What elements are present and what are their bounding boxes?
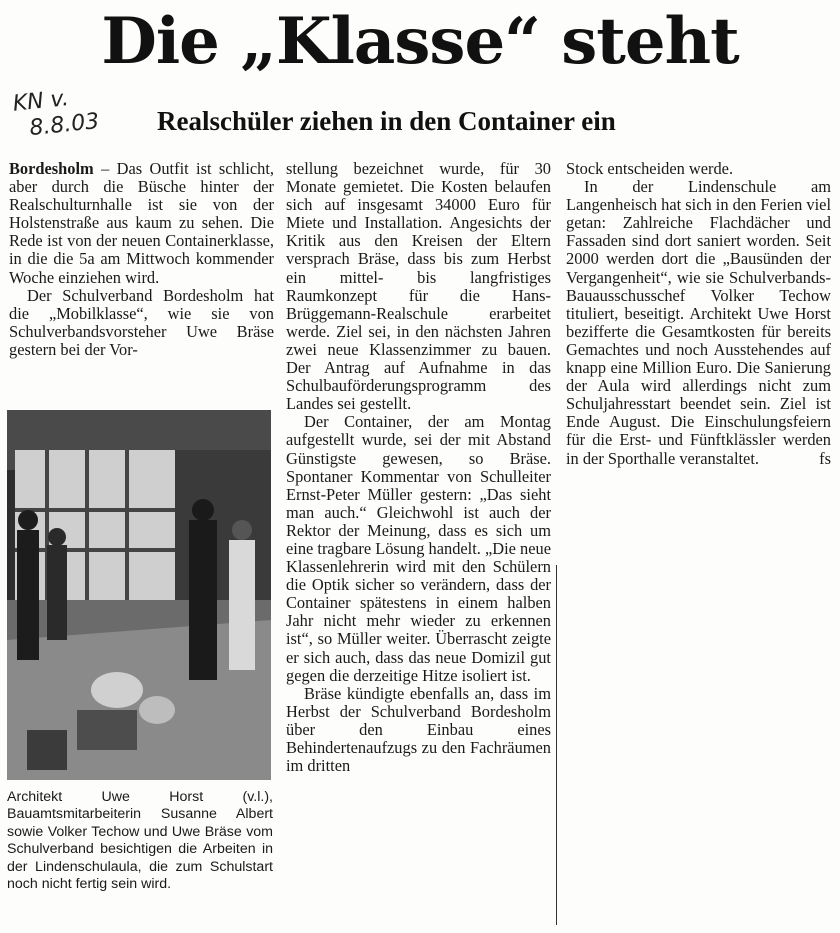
article-photo (7, 410, 271, 780)
dateline: Bordesholm (9, 159, 94, 178)
headline: Die „Klasse“ steht (101, 4, 739, 79)
article-column-2 (286, 160, 551, 775)
handwritten-note (12, 80, 127, 143)
article-column-3 (566, 160, 831, 468)
photo-image (7, 410, 271, 780)
photo-caption: Architekt Uwe Horst (v.l.), Bauamtsmitarbeiterin Susanne Albert sowie Volker Techow und Uwe Bräse vom Schulverband besichtigen die Arbeiten in der Lindenschulaula, die zum Schulstart noch nicht fertig sein wird. (7, 789, 273, 893)
paragraph (566, 178, 831, 468)
paragraph (9, 160, 274, 287)
subheadline: Realschüler ziehen in den Container ein (157, 106, 616, 136)
paragraph: stellung bezeichnet wurde, für 30 Monate gemietet. Die Kosten belaufen sich auf insgesamt 34000 Euro für Miete und Installation. Angesichts der Kritik aus den Kreisen der Eltern versprach Bräse, dass bis zum Herbst ein mittel- bis langfristiges Raumkonzept für die Hans-Brüggemann-Realschule erarbeitet werde. Ziel sei, in den nächsten Jahren zwei neue Klassenzimmer zu bauen. Der Antrag auf Aufnahme in das Schulbauförderungsprogramm des Landes sei gestellt. (286, 159, 551, 414)
article-column-1 (9, 160, 274, 359)
paragraph-text: In der Lindenschule am Langenheisch hat sich in den Ferien viel getan: Zahlreiche Flachdächer und Fassaden sind dort saniert worden. Seit 2000 werden dort die „Bausünden der Vergangenheit“, wie sie Schulverbands-Bauausschusschef Volker Techow tituliert, beseitigt. Architekt Uwe Horst bezifferte die Gesamtkosten für bereits Gemachtes und noch Ausstehendes auf knapp eine Million Euro. Die Sanierung der Aula wird allerdings nicht zum Schuljahresstart beendet sein. Ziel ist Ende August. Die Einschulungsfeiern für die Erst- und Fünftklässler werden in der Sporthalle veranstaltet. (566, 177, 831, 468)
paragraph: Der Schulverband Bordesholm hat die „Mobilklasse“, wie sie von Schulverbandsvorsteher Uwe Bräse gestern bei der Vor- (9, 285, 274, 359)
paragraph: Der Container, der am Montag aufgestellt wurde, sei der mit Abstand Günstigste gewesen, so Bräse. Spontaner Kommentar von Schulleiter Ernst-Peter Müller gestern: „Das sieht man auch.“ Gleichwohl ist auch der Rektor der Meinung, dass es sich um eine tragbare Lösung handelt. „Die neue Klassenlehrerin wird mit den Schülern die Optik sicher so verändern, dass der Container spätestens in einem halben Jahr nicht mehr wieder zu erkennen ist“, so Müller weiter. Überrascht zeigte er sich auch, dass das neue Domizil gut gegen die derzeitige Hitze isoliert ist. (286, 412, 551, 685)
paragraph: Bräse kündigte ebenfalls an, dass im Herbst der Schulverband Bordesholm über den Einbau eines Behindertenaufzugs zu den Fachräumen im dritten (286, 683, 551, 776)
paragraph-text: – Das Outfit ist schlicht, aber durch die Büsche hinter der Realschulturnhalle ist sie von der Holstenstraße aus kaum zu sehen. Die Rede ist von der neuen Containerklasse, in die die 5a am Mittwoch kommender Woche einziehen wird. (9, 159, 274, 287)
paragraph: Stock entscheiden werde. (566, 159, 734, 178)
handwritten-source: KN v. (11, 86, 70, 117)
author-signature: fs (819, 448, 831, 468)
handwritten-date: 8.8.03 (28, 108, 101, 142)
column-divider (556, 565, 557, 925)
